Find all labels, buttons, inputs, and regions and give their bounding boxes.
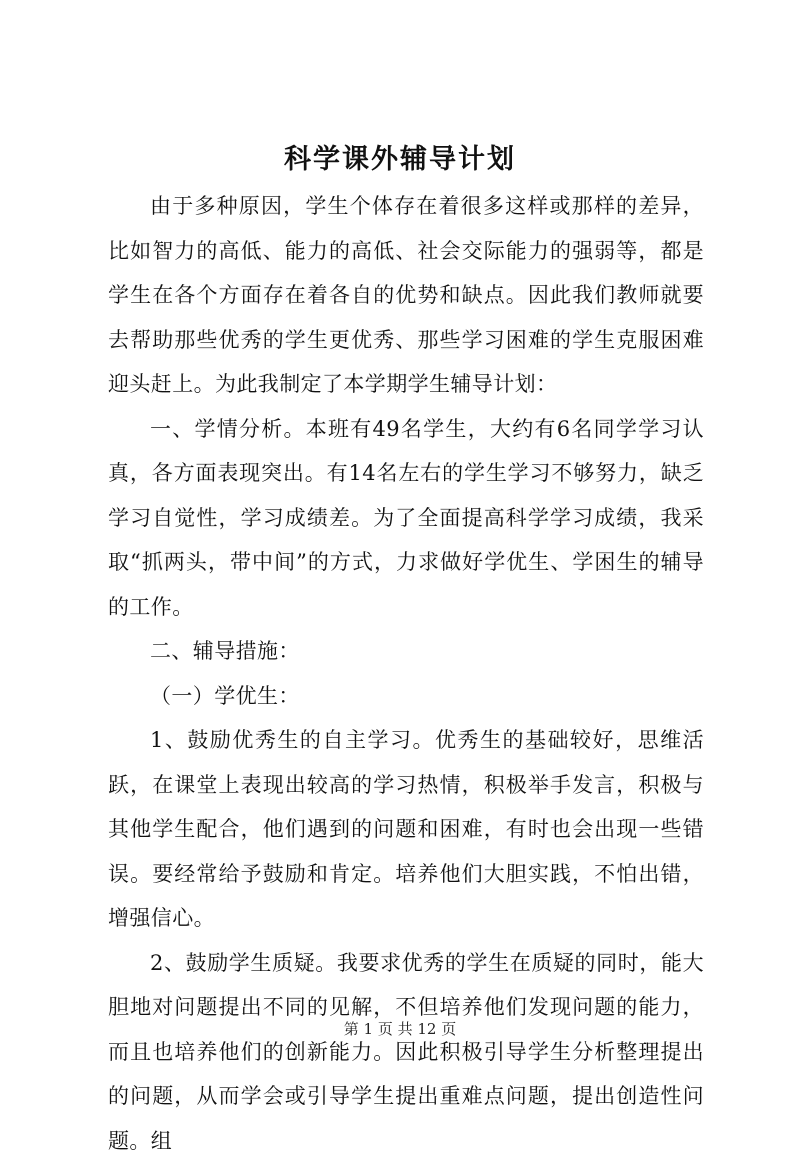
document-body <box>108 184 704 1163</box>
paragraph-top-students-heading: （一）学优生： <box>108 674 704 719</box>
paragraph-intro: 由于多种原因，学生个体存在着很多这样或那样的差异，比如智力的高低、能力的高低、社会交际能力的强弱等，都是学生在各个方面存在着各自的优势和缺点。因此我们教师就要去帮助那些优秀的学生更优秀、那些学习困难的学生克服困难迎头赶上。为此我制定了本学期学生辅导计划： <box>108 184 704 407</box>
paragraph-measure-1: 1、鼓励优秀生的自主学习。优秀生的基础较好，思维活跃，在课堂上表现出较高的学习热情，积极举手发言，积极与其他学生配合，他们遇到的问题和困难，有时也会出现一些错误。要经常给予鼓励和肯定。培养他们大胆实践，不怕出错，增强信心。 <box>108 718 704 941</box>
document-title: 科学课外辅导计划 <box>0 140 800 180</box>
paragraph-measure-2: 2、鼓励学生质疑。我要求优秀的学生在质疑的同时，能大胆地对问题提出不同的见解，不但培养他们发现问题的能力，而且也培养他们的创新能力。因此积极引导学生分析整理提出的问题，从而学会或引导学生提出重难点问题，提出创造性问题。组 <box>108 941 704 1163</box>
page-footer: 第 1 页 共 12 页 <box>0 1019 800 1039</box>
paragraph-situation-analysis: 一、学情分析。本班有49名学生，大约有6名同学学习认真，各方面表现突出。有14名左右的学生学习不够努力，缺乏学习自觉性，学习成绩差。为了全面提高科学学习成绩，我采取“抓两头，带中间”的方式，力求做好学优生、学困生的辅导的工作。 <box>108 407 704 630</box>
paragraph-measures-heading: 二、辅导措施： <box>108 629 704 674</box>
